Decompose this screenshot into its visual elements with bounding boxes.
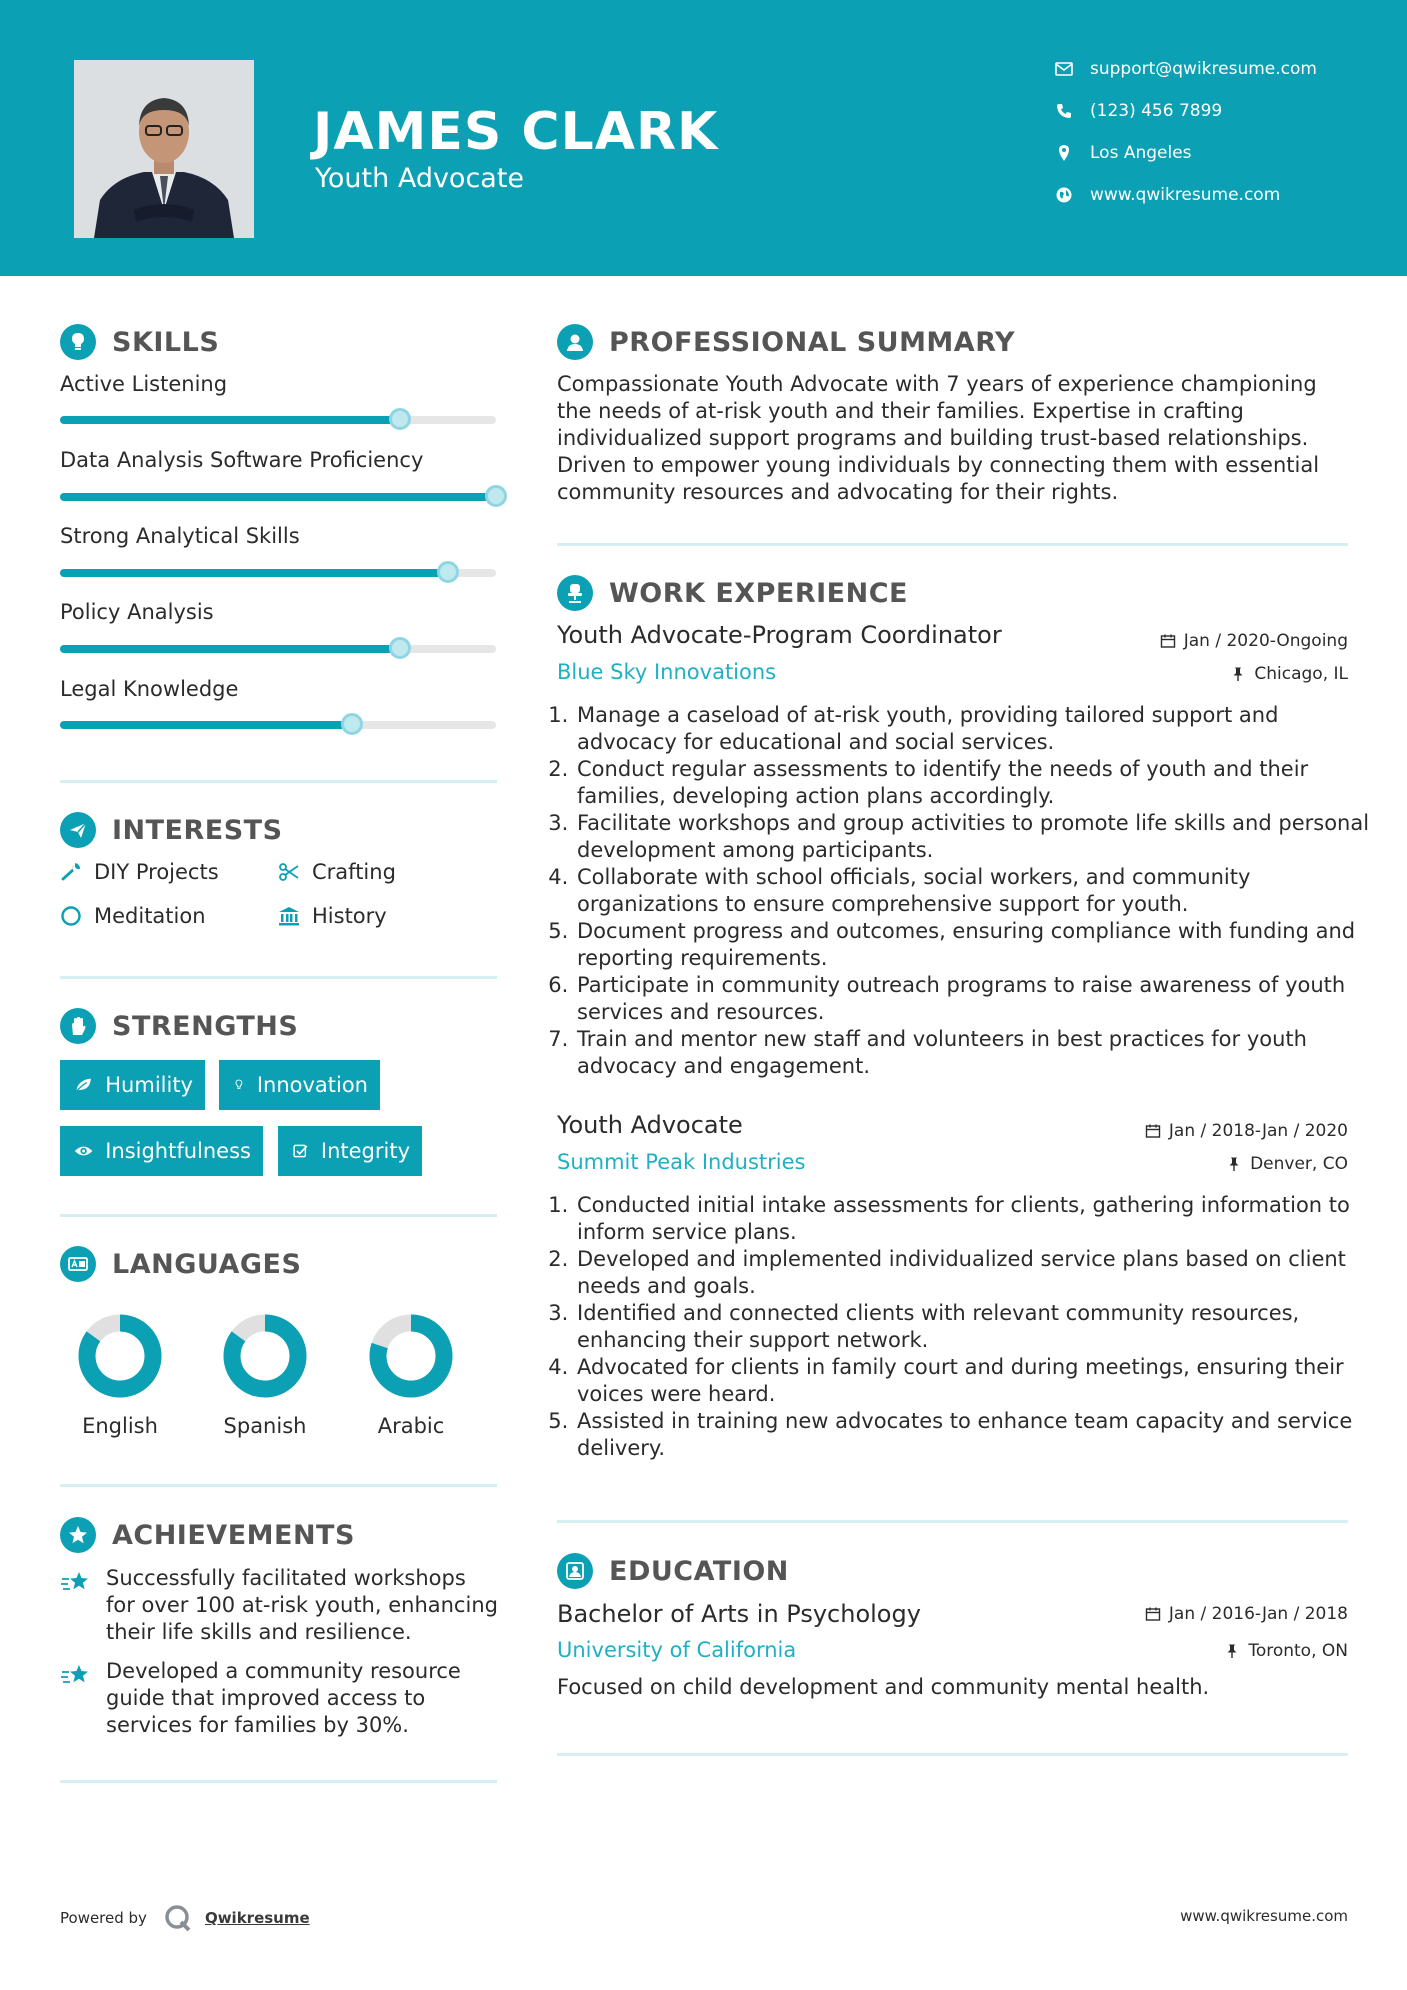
contact-email[interactable] bbox=[1054, 59, 1317, 79]
job-company: Blue Sky Innovations bbox=[557, 660, 777, 684]
brand-link[interactable]: Qwikresume bbox=[204, 1909, 310, 1927]
skill-bar-knob bbox=[389, 637, 411, 659]
duty-item: 2. Developed and implemented individualized service plans based on client needs and goals. bbox=[575, 1246, 1375, 1300]
summary-title: PROFESSIONAL SUMMARY bbox=[609, 326, 1016, 358]
check-square-icon bbox=[292, 1139, 309, 1163]
skill-bar-knob bbox=[437, 561, 459, 583]
education-heading bbox=[557, 1553, 789, 1589]
education-title: EDUCATION bbox=[609, 1555, 789, 1587]
achievements-heading bbox=[60, 1517, 355, 1553]
candidate-role: Youth Advocate bbox=[315, 163, 525, 194]
contact-phone[interactable] bbox=[1054, 101, 1222, 121]
skill-bar bbox=[60, 721, 496, 729]
star-badge-icon bbox=[60, 1517, 96, 1553]
eye-icon bbox=[74, 1139, 93, 1163]
experience-heading bbox=[557, 575, 908, 611]
duty-item: 6. Participate in community outreach programs to raise awareness of youth services and resources. bbox=[575, 972, 1375, 1026]
interest-item bbox=[60, 904, 206, 928]
skill-bar bbox=[60, 569, 496, 577]
strength-label: Insightfulness bbox=[105, 1139, 251, 1163]
skill-label: Legal Knowledge bbox=[60, 677, 239, 701]
education-location-text: Toronto, ON bbox=[1248, 1641, 1348, 1661]
skill-label: Data Analysis Software Proficiency bbox=[60, 448, 424, 472]
strength-chip bbox=[219, 1060, 380, 1110]
contact-location-text: Los Angeles bbox=[1090, 143, 1192, 163]
language-label: English bbox=[82, 1414, 158, 1438]
office-chair-icon bbox=[557, 575, 593, 611]
header-banner bbox=[0, 0, 1407, 276]
languages-title: LANGUAGES bbox=[112, 1248, 302, 1280]
interest-item bbox=[278, 904, 387, 928]
contact-location bbox=[1054, 143, 1192, 163]
strength-label: Innovation bbox=[256, 1073, 368, 1097]
interest-item bbox=[278, 860, 396, 884]
section-divider bbox=[60, 1780, 497, 1783]
section-divider bbox=[60, 1214, 497, 1217]
duty-item: 7. Train and mentor new staff and volunteers in best practices for youth advocacy and engagement. bbox=[575, 1026, 1375, 1080]
strengths-heading bbox=[60, 1008, 298, 1044]
skill-bar-knob bbox=[485, 485, 507, 507]
summary-heading bbox=[557, 324, 1015, 360]
job-title: Youth Advocate bbox=[557, 1111, 743, 1139]
duty-item: 3. Facilitate workshops and group activities to promote life skills and personal development among participants. bbox=[575, 810, 1375, 864]
skill-bar-fill bbox=[60, 721, 352, 729]
skill-label: Active Listening bbox=[60, 372, 228, 396]
shooting-star-icon bbox=[60, 1660, 92, 1692]
languages-heading bbox=[60, 1246, 301, 1282]
candidate-name: JAMES CLARK bbox=[313, 102, 719, 162]
paper-plane-icon bbox=[60, 812, 96, 848]
skill-bar-fill bbox=[60, 645, 400, 653]
contact-website[interactable] bbox=[1054, 185, 1280, 205]
user-icon bbox=[557, 324, 593, 360]
shooting-star-icon bbox=[60, 1567, 92, 1599]
skill-bar-fill bbox=[60, 416, 400, 424]
pushpin-icon bbox=[1226, 1156, 1242, 1172]
achievement-item bbox=[60, 1658, 500, 1739]
duty-item: 1. Conducted initial intake assessments for clients, gathering information to inform service plans. bbox=[575, 1192, 1375, 1246]
calendar-icon bbox=[1145, 1123, 1161, 1139]
envelope-icon bbox=[1054, 59, 1074, 79]
calendar-icon bbox=[1160, 633, 1176, 649]
skill-bar bbox=[60, 416, 496, 424]
map-pin-icon bbox=[1054, 143, 1074, 163]
duty-item: 2. Conduct regular assessments to identify the needs of youth and their families, developing action plans accordingly. bbox=[575, 756, 1375, 810]
summary-text: Compassionate Youth Advocate with 7 years of experience championing the needs of at-risk youth and their families. Expertise in crafting individualized support programs and building trust-based relationships. Driven to empower young individuals by connecting them with essential community resources and advocating for their rights. bbox=[557, 372, 1320, 504]
interest-item bbox=[60, 860, 219, 884]
calendar-icon bbox=[1145, 1606, 1161, 1622]
duty-item: 1. Manage a caseload of at-risk youth, providing tailored support and advocacy for educational and social services. bbox=[575, 702, 1375, 756]
section-divider bbox=[60, 780, 497, 783]
contact-website-text: www.qwikresume.com bbox=[1090, 185, 1281, 205]
interest-label: Meditation bbox=[94, 904, 206, 928]
interests-title: INTERESTS bbox=[112, 814, 283, 846]
language-icon bbox=[60, 1246, 96, 1282]
language-label: Spanish bbox=[223, 1414, 307, 1438]
contact-email-text: support@qwikresume.com bbox=[1090, 59, 1317, 79]
interests-heading bbox=[60, 812, 283, 848]
job-location bbox=[1230, 664, 1348, 684]
skill-bar bbox=[60, 645, 496, 653]
section-divider bbox=[557, 1753, 1348, 1756]
hand-icon bbox=[60, 1008, 96, 1044]
pushpin-icon bbox=[1224, 1643, 1240, 1659]
duty-item: 5. Document progress and outcomes, ensuring compliance with funding and reporting requirements. bbox=[575, 918, 1375, 972]
strength-label: Integrity bbox=[320, 1139, 410, 1163]
footer-website[interactable]: www.qwikresume.com bbox=[1180, 1907, 1348, 1925]
pushpin-icon bbox=[1230, 666, 1246, 682]
duty-item: 4. Collaborate with school officials, social workers, and community organizations to ensure comprehensive support for youth. bbox=[575, 864, 1375, 918]
achievements-title: ACHIEVEMENTS bbox=[112, 1519, 355, 1551]
lightbulb-icon bbox=[60, 324, 96, 360]
strength-chip bbox=[60, 1060, 205, 1110]
job-title: Youth Advocate-Program Coordinator bbox=[557, 621, 1002, 649]
circle-icon bbox=[60, 905, 82, 927]
strength-label: Humility bbox=[105, 1073, 193, 1097]
skills-title: SKILLS bbox=[112, 326, 220, 358]
strength-chip bbox=[60, 1126, 263, 1176]
skill-bar-knob bbox=[389, 408, 411, 430]
leaf-icon bbox=[74, 1073, 93, 1097]
skill-bar bbox=[60, 493, 496, 501]
skill-bar-fill bbox=[60, 493, 496, 501]
section-divider bbox=[60, 1484, 497, 1487]
phone-icon bbox=[1054, 101, 1074, 121]
job-duties bbox=[557, 702, 1375, 1080]
experience-title: WORK EXPERIENCE bbox=[609, 577, 908, 609]
profile-photo bbox=[74, 60, 254, 238]
education-degree: Bachelor of Arts in Psychology bbox=[557, 1600, 921, 1628]
strength-chip bbox=[278, 1126, 422, 1176]
interest-label: DIY Projects bbox=[94, 860, 219, 884]
job-dates-text: Jan / 2018-Jan / 2020 bbox=[1168, 1121, 1348, 1141]
education-dates bbox=[1145, 1604, 1348, 1624]
duty-item: 5. Assisted in training new advocates to enhance team capacity and service delivery. bbox=[575, 1408, 1375, 1462]
job-company: Summit Peak Industries bbox=[557, 1150, 806, 1174]
achievement-text: Successfully facilitated workshops for over 100 at-risk youth, enhancing their life skills and resilience. bbox=[106, 1566, 498, 1644]
section-divider bbox=[557, 543, 1348, 546]
job-dates bbox=[1160, 631, 1348, 651]
skill-label: Strong Analytical Skills bbox=[60, 524, 300, 548]
job-location-text: Chicago, IL bbox=[1254, 664, 1348, 684]
education-school: University of California bbox=[557, 1638, 797, 1662]
job-dates bbox=[1145, 1121, 1348, 1141]
education-dates-text: Jan / 2016-Jan / 2018 bbox=[1168, 1604, 1348, 1624]
qwikresume-logo-icon bbox=[163, 1903, 193, 1933]
skill-bar-fill bbox=[60, 569, 448, 577]
job-dates-text: Jan / 2020-Ongoing bbox=[1183, 631, 1348, 651]
section-divider bbox=[60, 976, 497, 979]
footer-powered-by bbox=[60, 1903, 310, 1933]
lightbulb-icon bbox=[233, 1073, 245, 1097]
job-duties bbox=[557, 1192, 1375, 1462]
interest-label: Crafting bbox=[312, 860, 396, 884]
achievement-item bbox=[60, 1565, 500, 1646]
education-location bbox=[1224, 1641, 1348, 1661]
powered-by-text: Powered by bbox=[60, 1909, 147, 1927]
contact-phone-text: (123) 456 7899 bbox=[1090, 101, 1223, 121]
strengths-title: STRENGTHS bbox=[112, 1010, 299, 1042]
achievement-text: Developed a community resource guide that improved access to services for families by 30%. bbox=[106, 1659, 461, 1737]
duty-item: 3. Identified and connected clients with relevant community resources, enhancing their support network. bbox=[575, 1300, 1375, 1354]
education-note: Focused on child development and community mental health. bbox=[557, 1675, 1210, 1699]
skill-bar-knob bbox=[341, 713, 363, 735]
job-location-text: Denver, CO bbox=[1250, 1154, 1348, 1174]
language-label: Arabic bbox=[377, 1414, 445, 1438]
section-divider bbox=[557, 1520, 1348, 1523]
graduate-icon bbox=[557, 1553, 593, 1589]
scissors-icon bbox=[278, 861, 300, 883]
language-rings bbox=[60, 1300, 500, 1420]
skill-label: Policy Analysis bbox=[60, 600, 214, 624]
museum-icon bbox=[278, 905, 300, 927]
interest-label: History bbox=[312, 904, 387, 928]
duty-item: 4. Advocated for clients in family court and during meetings, ensuring their voices were heard. bbox=[575, 1354, 1375, 1408]
job-location bbox=[1226, 1154, 1348, 1174]
globe-icon bbox=[1054, 185, 1074, 205]
wrench-icon bbox=[60, 861, 82, 883]
skills-heading bbox=[60, 324, 219, 360]
